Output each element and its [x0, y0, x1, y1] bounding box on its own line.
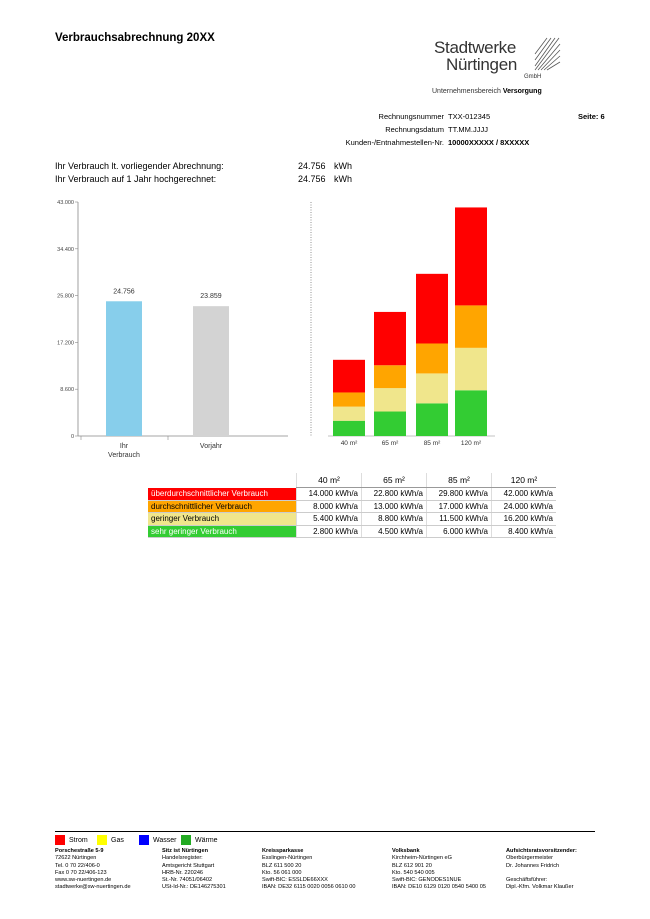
brand-line-1: Stadtwerke — [434, 38, 517, 57]
stacked-bar-segment — [333, 360, 365, 393]
y-tick-label: 17.200 — [57, 340, 74, 347]
table-corner — [148, 473, 297, 488]
customer-no-label: Kunden-/Entnahmestellen-Nr. — [345, 138, 444, 147]
table-cell: 11.500 kWh/a — [427, 513, 492, 526]
y-tick-label: 0 — [70, 434, 74, 440]
table-col-header: 40 m² — [297, 473, 362, 488]
subline-bold: Versorgung — [502, 88, 542, 95]
stacked-bar-segment — [455, 390, 487, 436]
x-category-label: Vorjahr — [199, 443, 223, 450]
table-cell: 22.800 kWh/a — [362, 488, 427, 501]
stacked-bar-segment — [374, 365, 406, 388]
usage-line-1-label: Ihr Verbrauch lt. vorliegender Abrechnung: — [55, 161, 224, 171]
x-category-label: 40 m² — [340, 440, 358, 447]
invoice-date: TT.MM.JJJJ — [448, 125, 488, 134]
stacked-bar-segment — [333, 407, 365, 421]
x-category-label: 120 m² — [460, 440, 482, 447]
legend-label: Wasser — [153, 836, 177, 844]
invoice-no: TXX-012345 — [448, 112, 491, 121]
table-cell: 16.200 kWh/a — [492, 513, 557, 526]
stacked-bar-segment — [416, 373, 448, 403]
x-category-label: Verbrauch — [108, 452, 140, 459]
row-label: sehr geringer Verbrauch — [148, 525, 297, 538]
table-cell: 8.000 kWh/a — [297, 500, 362, 513]
customer-no: 10000XXXXX / 8XXXXX — [448, 138, 530, 147]
y-tick-label: 43.000 — [57, 200, 74, 206]
table-cell: 8.400 kWh/a — [492, 525, 557, 538]
table-cell: 42.000 kWh/a — [492, 488, 557, 501]
x-category-label: 65 m² — [381, 440, 399, 447]
table-row — [148, 488, 556, 501]
benchmark-table — [148, 473, 556, 538]
x-category-label: Ihr — [119, 443, 129, 450]
bar — [193, 306, 229, 436]
table-cell: 14.000 kWh/a — [297, 488, 362, 501]
stacked-bar-segment — [416, 343, 448, 373]
table-cell: 4.500 kWh/a — [362, 525, 427, 538]
stacked-bar-segment — [374, 312, 406, 365]
invoice-date-label: Rechnungsdatum — [385, 125, 444, 134]
bar-value-label: 23.859 — [200, 293, 222, 301]
y-tick-label: 34.400 — [57, 246, 74, 253]
legend-swatch — [181, 835, 191, 845]
brand-gmbh: GmbH — [524, 74, 542, 80]
legend-label: Wärme — [195, 836, 218, 844]
consumption-comparison-chart — [40, 195, 295, 470]
document-title: Verbrauchsabrechnung 20XX — [55, 32, 215, 44]
legend-swatch — [55, 835, 65, 845]
stacked-bar-segment — [333, 392, 365, 406]
footer-address: Porschestraße 5-9 72622 Nürtingen Tel. 0 70 22/406-0 Fax 0 70 22/406-123 www.sw-nuertingen.de stadtwerke@sw-nuertingen.de — [55, 848, 131, 891]
table-row — [148, 525, 556, 538]
footer-bank-2: Volksbank Kirchheim-Nürtingen eG BLZ 612 901 20 Kto. 540 540 005 Swift-BIC: GENODES1NUE IBAN: DE10 6129 0120 0540 5400 05 — [392, 848, 486, 891]
table-cell: 24.000 kWh/a — [492, 500, 557, 513]
stacked-bar-segment — [455, 348, 487, 390]
legend-swatch — [97, 835, 107, 845]
footer-management: Aufsichtsratsvorsitzender: Oberbürgermeister Dr. Johannes Fridrich Geschäftsführer: Dipl.-Kfm. Volkmar Klaußer — [506, 848, 577, 891]
table-cell: 8.800 kWh/a — [362, 513, 427, 526]
table-row — [148, 500, 556, 513]
table-cell: 13.000 kWh/a — [362, 500, 427, 513]
invoice-no-label: Rechnungsnummer — [378, 112, 444, 121]
benchmark-stacked-chart — [300, 195, 510, 455]
page-number: Seite: 6 — [578, 112, 605, 121]
company-subline: Unternehmensbereich Versorgung — [432, 88, 542, 95]
table-cell: 29.800 kWh/a — [427, 488, 492, 501]
logo-lines-icon — [533, 36, 561, 72]
footer-bank-1: Kreissparkasse Esslingen-Nürtingen BLZ 611 500 20 Kto. 56 061 000 Swift-BIC: ESSLDE66XXX IBAN: DE32 6115 0020 0056 0610 00 — [262, 848, 356, 891]
stacked-bar-segment — [333, 421, 365, 436]
table-col-header: 120 m² — [492, 473, 557, 488]
y-tick-label: 8.600 — [60, 387, 74, 394]
stacked-bar-segment — [455, 207, 487, 305]
bar-value-label: 24.756 — [113, 288, 135, 296]
footer-divider — [55, 831, 595, 832]
usage-line-1-unit: kWh — [334, 161, 352, 171]
y-tick-label: 25.800 — [57, 293, 74, 300]
brand-line-2: Nürtingen — [446, 55, 518, 74]
usage-line-2-label: Ihr Verbrauch auf 1 Jahr hochgerechnet: — [55, 174, 217, 184]
stacked-bar-segment — [374, 412, 406, 436]
legend-label: Strom — [69, 836, 88, 844]
x-category-label: 85 m² — [423, 440, 441, 447]
table-header-row — [148, 473, 556, 488]
table-cell: 5.400 kWh/a — [297, 513, 362, 526]
table-cell: 2.800 kWh/a — [297, 525, 362, 538]
company-logo — [420, 34, 560, 82]
table-cell: 6.000 kWh/a — [427, 525, 492, 538]
row-label: geringer Verbrauch — [148, 513, 297, 526]
table-col-header: 85 m² — [427, 473, 492, 488]
footer-register: Sitz ist Nürtingen Handelsregister: Amtsgericht Stuttgart HRB-Nr. 220246 St.-Nr. 74051/06402 USt-Id-Nr.: DE146275301 — [162, 848, 226, 891]
stacked-bar-segment — [374, 388, 406, 411]
stacked-bar-segment — [455, 305, 487, 347]
table-cell: 17.000 kWh/a — [427, 500, 492, 513]
row-label: überdurchschnittlicher Verbrauch — [148, 488, 297, 501]
legend-swatch — [139, 835, 149, 845]
stacked-bar-segment — [416, 274, 448, 344]
table-row — [148, 513, 556, 526]
utility-legend — [55, 835, 223, 845]
bar — [106, 301, 142, 436]
legend-label: Gas — [111, 836, 124, 844]
usage-line-2-unit: kWh — [334, 174, 352, 184]
table-col-header: 65 m² — [362, 473, 427, 488]
usage-line-2-value: 24.756 — [298, 174, 326, 184]
usage-line-1-value: 24.756 — [298, 161, 326, 171]
stacked-bar-segment — [416, 403, 448, 436]
row-label: durchschnittlicher Verbrauch — [148, 500, 297, 513]
